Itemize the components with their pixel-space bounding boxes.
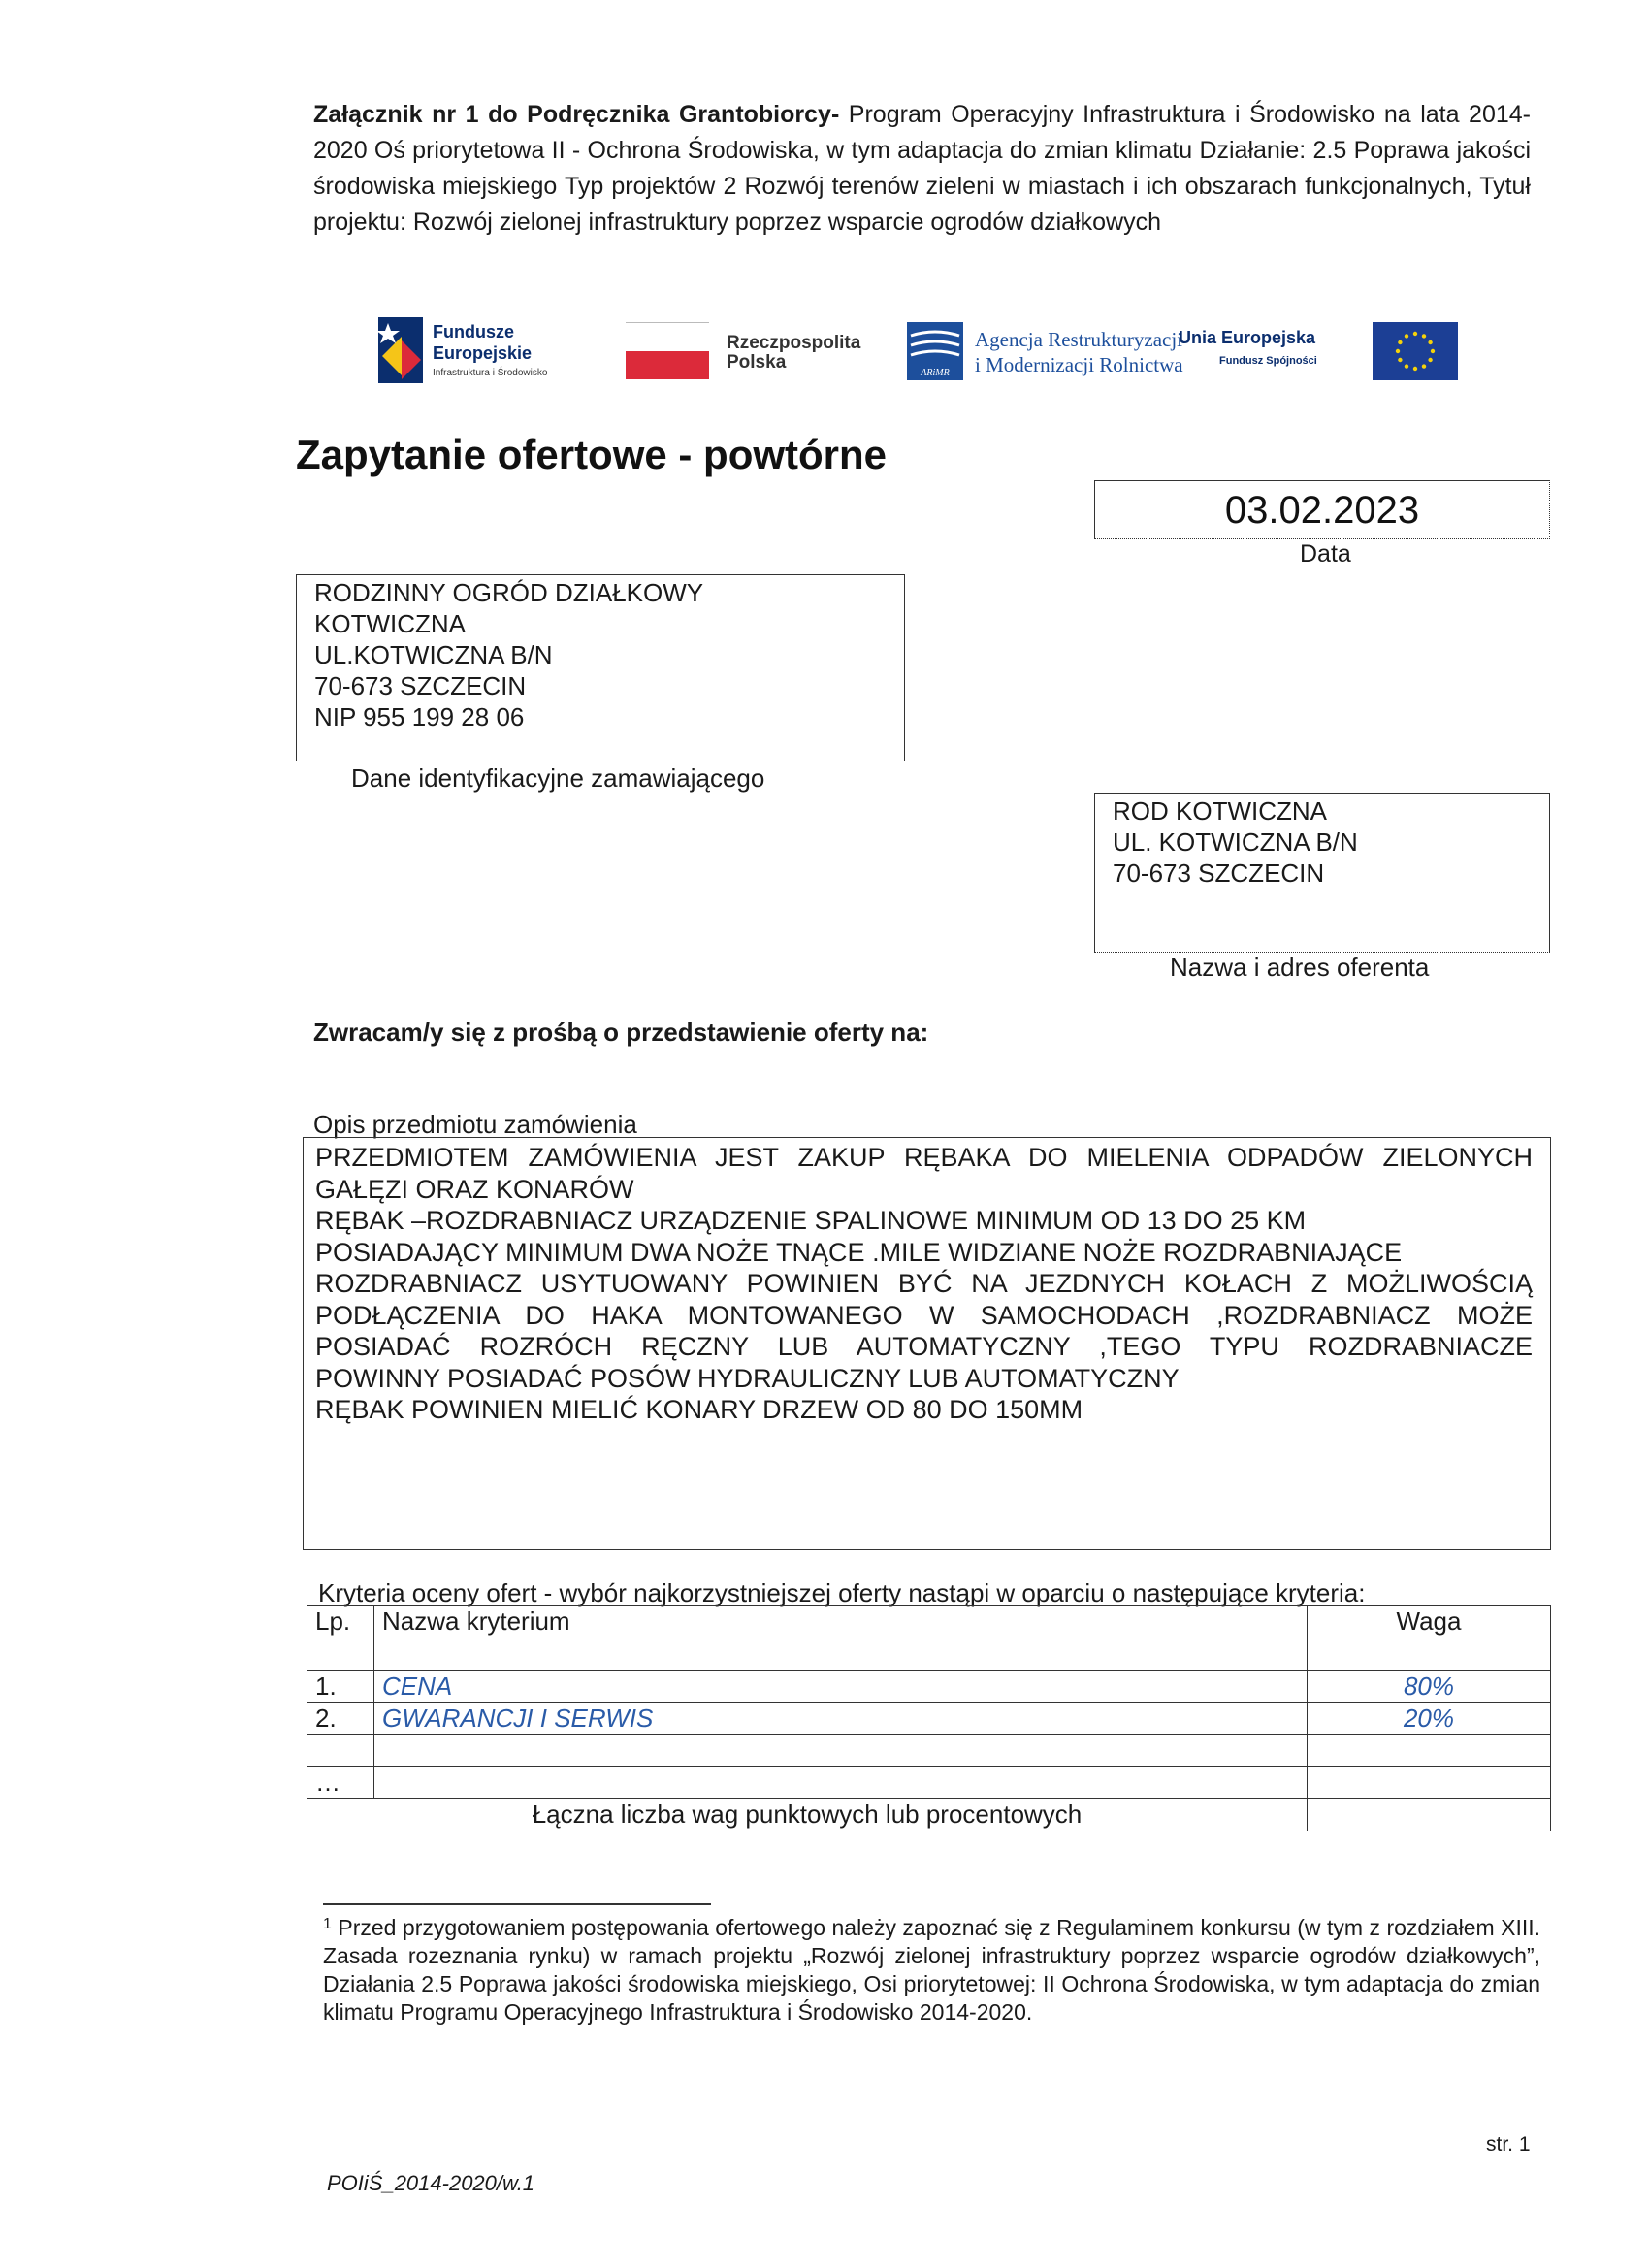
attachment-header <box>313 97 1531 241</box>
table-row <box>307 1735 1551 1767</box>
header-lp: Lp. <box>307 1606 374 1671</box>
orderer-line: UL.KOTWICZNA B/N <box>314 640 553 669</box>
orderer-box <box>296 574 905 761</box>
fe-logo-line1: Fundusze <box>433 322 514 341</box>
row-lp <box>307 1735 374 1767</box>
description-line: GAŁĘZI ORAZ KONARÓW <box>315 1174 634 1204</box>
bidder-line: UL. KOTWICZNA B/N <box>1113 827 1358 857</box>
description-line: POWINNY POSIADAĆ POSÓW HYDRAULICZNY LUB AUTOMATYCZNY <box>315 1363 1180 1393</box>
row-name <box>374 1735 1308 1767</box>
bidder-box <box>1094 793 1550 953</box>
orderer-line: NIP 955 199 28 06 <box>314 702 525 731</box>
criteria-table <box>307 1605 1551 1831</box>
arimr-mark-text: ARiMR <box>921 368 950 378</box>
table-row <box>307 1767 1551 1799</box>
footnote-divider <box>323 1903 711 1905</box>
description-line: PODŁĄCZENIA DO HAKA MONTOWANEGO W SAMOCHODACH ,ROZDRABNIACZ MOŻE <box>315 1300 1533 1330</box>
orderer-line: RODZINNY OGRÓD DZIAŁKOWY <box>314 578 704 607</box>
ar-logo-line1: Agencja Restrukturyzacji <box>975 328 1182 351</box>
description-text <box>315 1142 1533 1426</box>
orderer-line: KOTWICZNA <box>314 609 466 638</box>
table-total-row <box>307 1799 1551 1831</box>
page-title: Zapytanie ofertowe - powtórne <box>296 432 888 477</box>
row-weight: 80% <box>1308 1671 1551 1703</box>
row-lp: 2. <box>307 1703 374 1735</box>
criteria-label: Kryteria oceny ofert - wybór najkorzystniejszej oferty nastąpi w oparciu o następujące kryteria: <box>318 1578 1366 1607</box>
eu-flag-icon <box>1373 322 1458 380</box>
row-name <box>374 1767 1308 1799</box>
rp-logo-line1: Rzeczpospolita <box>727 333 861 353</box>
description-line: POSIADAJĄCY MINIMUM DWA NOŻE TNĄCE .MILE WIDZIANE NOŻE ROZDRABNIAJĄCE <box>315 1237 1403 1267</box>
ar-logo-line2: i Modernizacji Rolnictwa <box>975 353 1183 376</box>
description-box <box>303 1137 1551 1550</box>
row-name: CENA <box>374 1671 1308 1703</box>
ue-logo-line2: Fundusz Spójności <box>1219 355 1317 367</box>
fe-logo-line3: Infrastruktura i Środowisko <box>433 368 548 378</box>
row-weight <box>1308 1735 1551 1767</box>
table-header-row <box>307 1606 1551 1671</box>
attachment-header-text: Program Operacyjny Infrastruktura i Środowisko na lata 2014-2020 Oś priorytetowa II - Ochrona Środowiska, w tym adaptacja do zmian klimatu Działanie: 2.5 Poprawa jakości środowiska miejskiego Typ projektów 2 Rozwój terenów zieleni w miastach i ich obszarach funkcjonalnych, Tytuł projektu: Rozwój zielonej infrastruktury poprzez wsparcie ogrodów działkowych <box>313 101 1531 236</box>
date-value: 03.02.2023 <box>1224 489 1420 532</box>
description-line: PRZEDMIOTEM ZAMÓWIENIA JEST ZAKUP RĘBAKA DO MIELENIA ODPADÓW ZIELONYCH <box>315 1143 1533 1172</box>
footnote <box>323 1914 1540 2026</box>
header-name: Nazwa kryterium <box>374 1606 1308 1671</box>
description-line: RĘBAK POWINIEN MIELIĆ KONARY DRZEW OD 80 DO 150MM <box>315 1395 1083 1424</box>
row-lp: … <box>307 1767 374 1799</box>
total-weight <box>1308 1799 1551 1831</box>
date-label: Data <box>1300 540 1351 567</box>
description-line: POSIADAĆ ROZRÓCH RĘCZNY LUB AUTOMATYCZNY ,TEGO TYPU ROZDRABNIACZE <box>315 1332 1533 1361</box>
bidder-line: 70-673 SZCZECIN <box>1113 859 1325 888</box>
attachment-header-bold: Załącznik nr 1 do Podręcznika Grantobiorcy- <box>313 101 840 128</box>
footnote-marker: 1 <box>323 1916 332 1932</box>
fe-logo-line2: Europejskie <box>433 343 533 363</box>
footnote-text: Przed przygotowaniem postępowania ofertowego należy zapoznać się z Regulaminem konkursu (w tym z rozdziałem XIII. Zasada rozeznania rynku) w ramach projektu „Rozwój zielonej infrastruktury poprzez wsparcie ogrodów działkowych”, Działania 2.5 Poprawa jakości środowiska miejskiego, Osi priorytetowej: II Ochrona Środowiska, w tym adaptacja do zmian klimatu Programu Operacyjnego Infrastruktura i Środowisko 2014-2020. <box>323 1915 1541 2025</box>
date-box <box>1094 480 1550 539</box>
total-label: Łączna liczba wag punktowych lub procentowych <box>307 1799 1308 1831</box>
logo-strip <box>369 312 1474 390</box>
table-row <box>307 1671 1551 1703</box>
polish-flag-icon <box>626 322 709 379</box>
row-name: GWARANCJI I SERWIS <box>374 1703 1308 1735</box>
document-code: POIiŚ_2014-2020/w.1 <box>327 2171 535 2195</box>
table-row <box>307 1703 1551 1735</box>
orderer-caption: Dane identyfikacyjne zamawiającego <box>351 763 765 793</box>
rp-logo-line2: Polska <box>727 352 787 373</box>
description-line: RĘBAK –ROZDRABNIACZ URZĄDZENIE SPALINOWE MINIMUM OD 13 DO 25 KM <box>315 1206 1307 1235</box>
ue-logo-line1: Unia Europejska <box>1179 328 1316 347</box>
page-number: str. 1 <box>1486 2133 1531 2155</box>
description-line: ROZDRABNIACZ USYTUOWANY POWINIEN BYĆ NA JEZDNYCH KOŁACH Z MOŻLIWOŚCIĄ <box>315 1269 1533 1298</box>
arimr-icon <box>907 322 963 380</box>
orderer-line: 70-673 SZCZECIN <box>314 671 527 700</box>
row-weight: 20% <box>1308 1703 1551 1735</box>
row-lp: 1. <box>307 1671 374 1703</box>
fundusze-europejskie-icon <box>378 317 423 383</box>
row-weight <box>1308 1767 1551 1799</box>
header-weight: Waga <box>1308 1606 1551 1671</box>
request-heading: Zwracam/y się z prośbą o przedstawienie oferty na: <box>313 1018 929 1047</box>
bidder-caption: Nazwa i adres oferenta <box>1170 953 1430 982</box>
description-label: Opis przedmiotu zamówienia <box>313 1110 637 1139</box>
bidder-line: ROD KOTWICZNA <box>1113 796 1327 826</box>
